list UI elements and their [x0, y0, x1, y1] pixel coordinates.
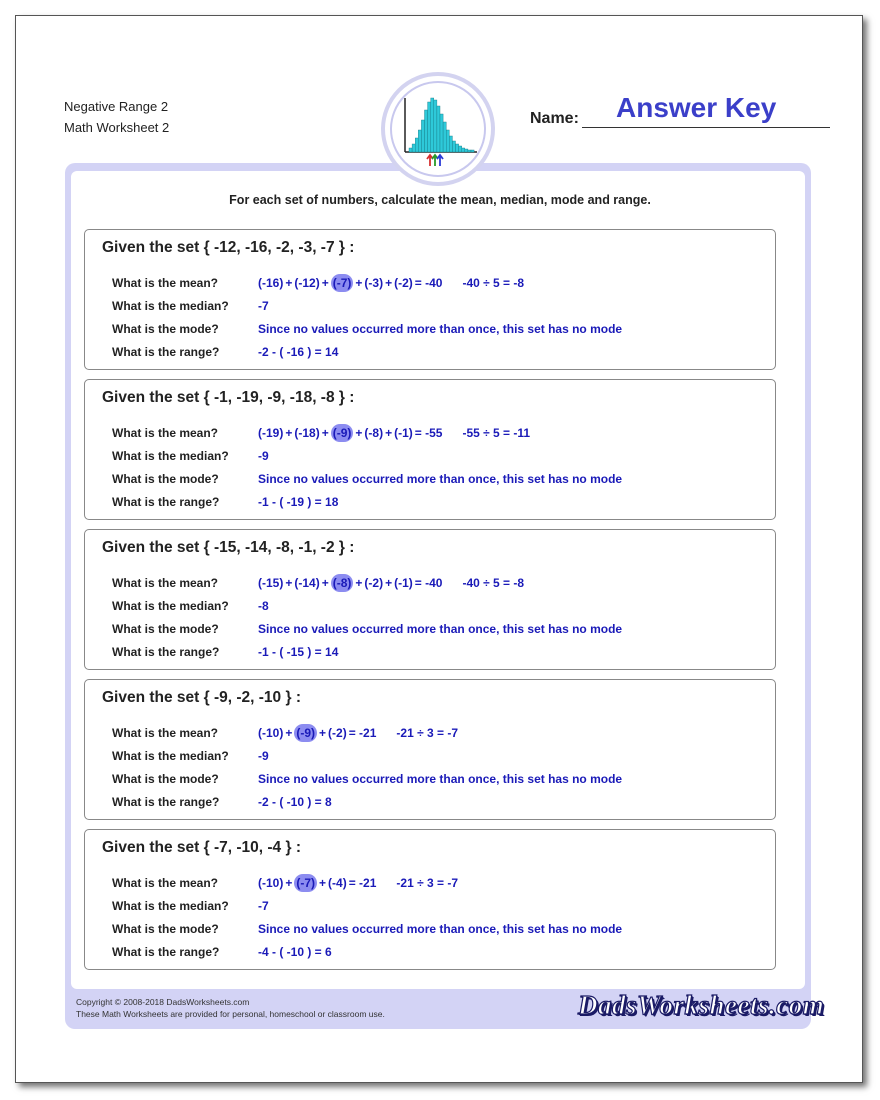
usage-notice: These Math Worksheets are provided for personal, homeschool or classroom use. [76, 1009, 385, 1019]
logo-bar [443, 122, 446, 152]
problem-box [84, 529, 776, 670]
division-result: -21 ÷ 3 = -7 [396, 876, 459, 890]
mean-term: (-15) [258, 576, 284, 590]
mean-term: (-2) [394, 276, 413, 290]
division-result: -40 ÷ 5 = -8 [462, 276, 525, 290]
range-question: What is the range? [112, 645, 220, 659]
mean-question: What is the mean? [112, 726, 219, 740]
logo-bar [421, 120, 424, 152]
median-question: What is the median? [112, 449, 229, 463]
range-question: What is the range? [112, 795, 220, 809]
name-label: Name: [530, 110, 579, 127]
logo-bar [471, 150, 474, 152]
range-answer: -1 - ( -19 ) = 18 [258, 495, 339, 509]
mode-answer: Since no values occurred more than once, this set has no mode [258, 922, 623, 936]
median-term-highlight: (-9) [332, 426, 352, 440]
plus-sign: + [285, 726, 293, 740]
answer-key-label: Answer Key [616, 92, 777, 123]
median-question: What is the median? [112, 599, 229, 613]
division-result: -55 ÷ 5 = -11 [462, 426, 531, 440]
logo-bar [446, 130, 449, 152]
median-question: What is the median? [112, 899, 229, 913]
problem-box [84, 679, 776, 820]
worksheet-title-line2: Math Worksheet 2 [64, 120, 170, 135]
division-result: -21 ÷ 3 = -7 [396, 726, 459, 740]
logo-bar [412, 144, 415, 152]
mean-term: (-16) [258, 276, 284, 290]
logo-bar [456, 144, 459, 152]
problem-title: Given the set { -9, -2, -10 } : [102, 689, 301, 706]
mean-term: (-19) [258, 426, 284, 440]
range-answer: -4 - ( -10 ) = 6 [258, 945, 332, 959]
range-question: What is the range? [112, 495, 220, 509]
plus-sign: + [355, 426, 363, 440]
logo-arrow [432, 155, 438, 166]
mean-term: (-18) [294, 426, 320, 440]
instructions: For each set of numbers, calculate the mean, median, mode and range. [229, 193, 651, 207]
logo-bar [418, 130, 421, 152]
logo-bar [415, 138, 418, 152]
plus-sign: + [321, 426, 329, 440]
mean-term: (-1) [394, 576, 413, 590]
brand-logo: DadsWorksheets.com [578, 990, 825, 1020]
median-term-highlight: (-7) [332, 276, 352, 290]
mode-answer: Since no values occurred more than once, this set has no mode [258, 472, 623, 486]
logo-bar [434, 100, 437, 152]
median-answer: -9 [258, 449, 269, 463]
logo-bar [431, 98, 434, 152]
logo-bar [428, 102, 431, 152]
footer [76, 996, 385, 1020]
mean-answer [258, 274, 524, 292]
median-answer: -7 [258, 899, 269, 913]
plus-sign: + [385, 276, 393, 290]
sum-result: = -21 [348, 726, 377, 740]
logo-arrow [427, 155, 433, 166]
problem-title: Given the set { -7, -10, -4 } : [102, 839, 301, 856]
logo-bar [462, 148, 465, 152]
mean-term: (-10) [258, 876, 284, 890]
worksheet-title-line1: Negative Range 2 [64, 99, 169, 114]
name-field [530, 92, 830, 128]
mean-question: What is the mean? [112, 426, 219, 440]
logo-bar [437, 106, 440, 152]
plus-sign: + [285, 876, 293, 890]
sum-result: = -21 [348, 876, 377, 890]
mean-question: What is the mean? [112, 576, 219, 590]
worksheet-title [64, 96, 169, 138]
mean-term: (-3) [364, 276, 384, 290]
plus-sign: + [321, 576, 329, 590]
problem-box [84, 229, 776, 370]
mode-answer: Since no values occurred more than once, this set has no mode [258, 622, 623, 636]
mode-question: What is the mode? [112, 922, 219, 936]
mean-answer [258, 574, 524, 592]
mode-answer: Since no values occurred more than once, this set has no mode [258, 772, 623, 786]
logo-bar [449, 136, 452, 152]
mean-term: (-8) [364, 426, 384, 440]
plus-sign: + [285, 276, 293, 290]
mean-answer [258, 424, 530, 442]
plus-sign: + [355, 576, 363, 590]
range-answer: -1 - ( -15 ) = 14 [258, 645, 339, 659]
mode-question: What is the mode? [112, 772, 219, 786]
range-question: What is the range? [112, 945, 220, 959]
mean-term: (-2) [328, 726, 347, 740]
sum-result: = -40 [414, 276, 443, 290]
range-answer: -2 - ( -10 ) = 8 [258, 795, 332, 809]
logo-bar [465, 149, 468, 152]
mean-question: What is the mean? [112, 876, 219, 890]
copyright-text: Copyright © 2008-2018 DadsWorksheets.com [76, 997, 250, 1007]
median-answer: -8 [258, 599, 269, 613]
plus-sign: + [321, 276, 329, 290]
plus-sign: + [319, 876, 327, 890]
mode-question: What is the mode? [112, 622, 219, 636]
division-result: -40 ÷ 5 = -8 [462, 576, 525, 590]
mode-answer: Since no values occurred more than once, this set has no mode [258, 322, 623, 336]
problem-title: Given the set { -1, -19, -9, -18, -8 } : [102, 389, 355, 406]
mean-term: (-12) [294, 276, 320, 290]
median-question: What is the median? [112, 749, 229, 763]
mean-term: (-2) [364, 576, 384, 590]
sum-result: = -40 [414, 576, 443, 590]
logo-bar [440, 114, 443, 152]
problem-title: Given the set { -15, -14, -8, -1, -2 } : [102, 539, 355, 556]
mean-term: (-10) [258, 726, 284, 740]
mode-question: What is the mode? [112, 472, 219, 486]
bell-curve-histogram-icon [381, 72, 495, 186]
median-answer: -9 [258, 749, 269, 763]
problem-title: Given the set { -12, -16, -2, -3, -7 } : [102, 239, 355, 256]
mean-term: (-4) [328, 876, 347, 890]
range-answer: -2 - ( -16 ) = 14 [258, 345, 339, 359]
logo-arrow [437, 155, 443, 166]
plus-sign: + [385, 426, 393, 440]
problem-box [84, 379, 776, 520]
mean-term: (-1) [394, 426, 413, 440]
problem-box [84, 829, 776, 970]
plus-sign: + [319, 726, 327, 740]
median-term-highlight: (-8) [332, 576, 352, 590]
range-question: What is the range? [112, 345, 220, 359]
median-answer: -7 [258, 299, 269, 313]
plus-sign: + [355, 276, 363, 290]
mean-answer [258, 724, 458, 742]
median-term-highlight: (-9) [296, 726, 316, 740]
mode-question: What is the mode? [112, 322, 219, 336]
logo-bar [452, 141, 455, 152]
mean-question: What is the mean? [112, 276, 219, 290]
plus-sign: + [385, 576, 393, 590]
plus-sign: + [285, 426, 293, 440]
median-term-highlight: (-7) [296, 876, 316, 890]
mean-term: (-14) [294, 576, 320, 590]
sum-result: = -55 [414, 426, 443, 440]
logo-bar [459, 146, 462, 152]
logo-bar [409, 148, 412, 152]
mean-answer [258, 874, 458, 892]
logo-bar [425, 110, 428, 152]
logo-bar [468, 150, 471, 152]
median-question: What is the median? [112, 299, 229, 313]
plus-sign: + [285, 576, 293, 590]
